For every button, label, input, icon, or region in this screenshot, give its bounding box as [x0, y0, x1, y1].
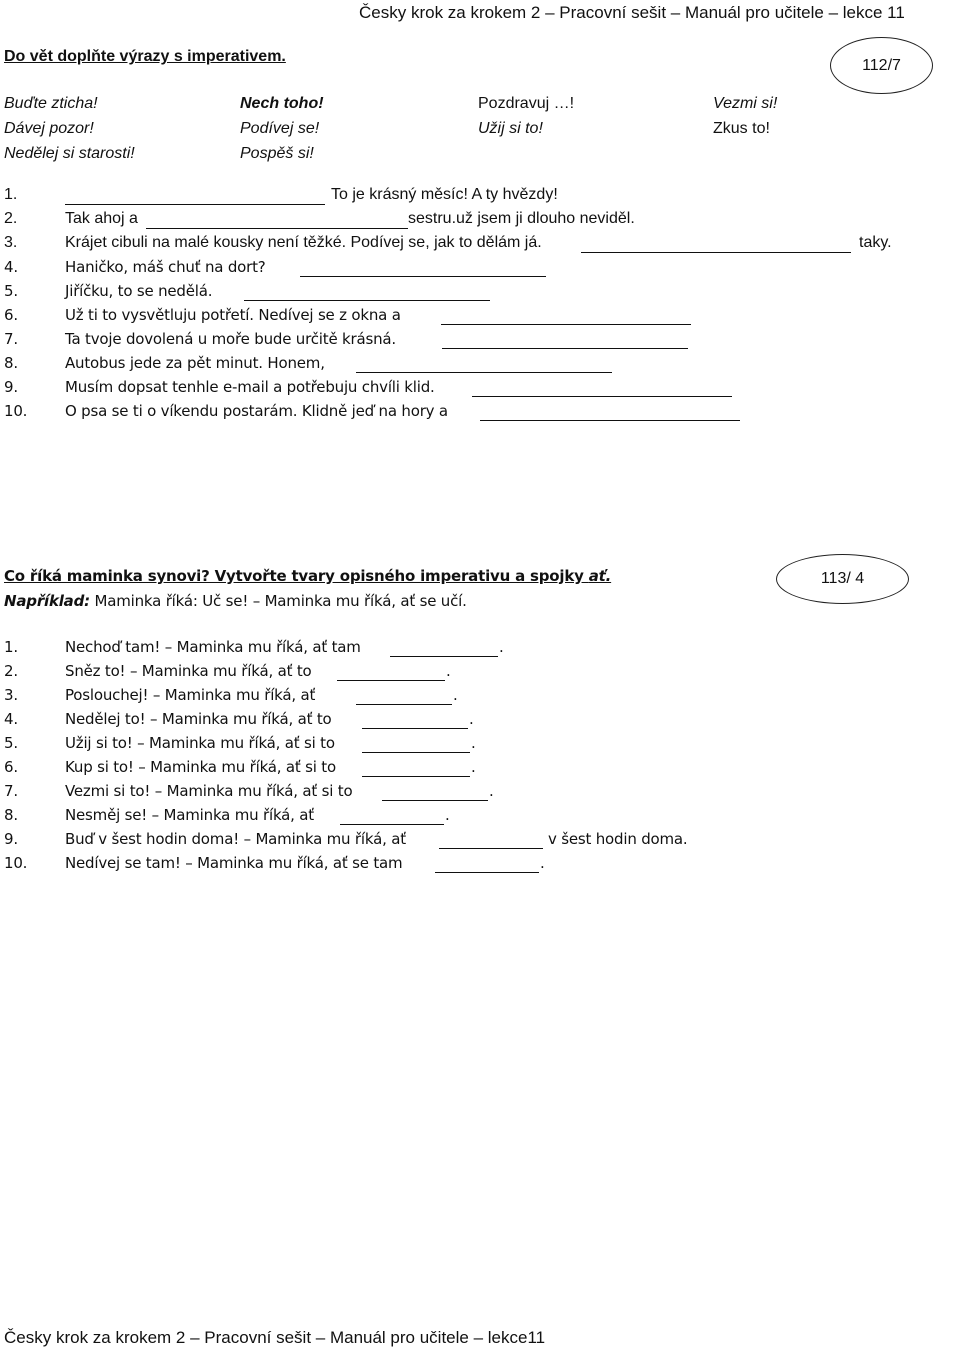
word-bank-item: Nech toho! [240, 95, 324, 112]
sentence-number: 5. [4, 282, 18, 300]
sentence-text: Jiříčku, to se nedělá. [65, 282, 213, 300]
sentence-number: 9. [4, 378, 18, 396]
sentence-text: Už ti to vysvětluju potřetí. Nedívej se z okna a [65, 306, 401, 324]
sentence-text: Ta tvoje dovolená u moře bude určitě krásná. [65, 330, 396, 348]
item-text: . [540, 854, 545, 872]
example-text: Maminka říká: Uč se! – Maminka mu říká, ať se učí. [89, 592, 467, 610]
item-text: . [471, 758, 476, 776]
answer-blank[interactable] [337, 666, 445, 681]
sentence-number: 4. [4, 258, 18, 276]
answer-blank[interactable] [362, 714, 468, 729]
exercise-badge-1 [830, 37, 933, 94]
word-bank-item: Užij si to! [478, 120, 543, 137]
word-bank-item: Podívej se! [240, 120, 320, 137]
item-number: 3. [4, 686, 18, 704]
item-text: Nedívej se tam! – Maminka mu říká, ať se tam [65, 854, 403, 872]
badge-label: 112/7 [862, 56, 901, 74]
sentence-number: 2. [4, 210, 18, 227]
item-number: 2. [4, 662, 18, 680]
sentence-text: To je krásný měsíc! A ty hvězdy! [331, 186, 558, 203]
item-number: 6. [4, 758, 18, 776]
page-footer: Česky krok za krokem 2 – Pracovní sešit – Manuál pro učitele – lekce11 [4, 1328, 546, 1347]
item-text: Nesměj se! – Maminka mu říká, ať [65, 806, 314, 824]
item-text: v šest hodin doma. [548, 830, 688, 848]
title-keyword: ať. [588, 567, 612, 585]
answer-blank[interactable] [439, 834, 543, 849]
example-line [4, 592, 467, 610]
item-number: 4. [4, 710, 18, 728]
sentence-text: Autobus jede za pět minut. Honem, [65, 354, 325, 372]
item-number: 1. [4, 638, 18, 656]
answer-blank[interactable] [65, 190, 325, 205]
item-text: Užij si to! – Maminka mu říká, ať si to [65, 734, 335, 752]
answer-blank[interactable] [382, 786, 488, 801]
answer-blank[interactable] [435, 858, 539, 873]
item-text: . [469, 710, 474, 728]
word-bank-item: Dávej pozor! [4, 120, 94, 137]
answer-blank[interactable] [362, 762, 470, 777]
answer-blank[interactable] [340, 810, 444, 825]
answer-blank[interactable] [442, 334, 688, 349]
item-number: 9. [4, 830, 18, 848]
sentence-number: 6. [4, 306, 18, 324]
sentence-text: Haničko, máš chuť na dort? [65, 258, 266, 276]
item-text: Buď v šest hodin doma! – Maminka mu říká, ať [65, 830, 406, 848]
item-text: Nedělej to! – Maminka mu říká, ať to [65, 710, 332, 728]
item-text: Kup si to! – Maminka mu říká, ať si to [65, 758, 336, 776]
item-number: 5. [4, 734, 18, 752]
word-bank-item: Pozdravuj …! [478, 95, 575, 112]
sentence-text: Tak ahoj a [65, 210, 138, 227]
answer-blank[interactable] [244, 286, 490, 301]
exercise-title-2 [4, 567, 611, 585]
answer-blank[interactable] [581, 238, 851, 253]
sentence-text: Musím dopsat tenhle e-mail a potřebuju chvíli klid. [65, 378, 435, 396]
word-bank-item: Nedělej si starosti! [4, 145, 135, 162]
item-text: . [445, 806, 450, 824]
answer-blank[interactable] [300, 262, 546, 277]
word-bank-item: Buďte zticha! [4, 95, 98, 112]
title-text: Co říká maminka synovi? Vytvořte tvary opisného imperativu a spojky [4, 567, 589, 585]
sentence-number: 8. [4, 354, 18, 372]
item-text: . [446, 662, 451, 680]
sentence-number: 10. [4, 402, 28, 420]
sentence-text: Krájet cibuli na malé kousky není těžké. Podívej se, jak to dělám já. [65, 234, 542, 251]
answer-blank[interactable] [356, 358, 612, 373]
answer-blank[interactable] [146, 214, 408, 229]
word-bank-item: Zkus to! [713, 120, 770, 137]
badge-label: 113/ 4 [820, 570, 865, 587]
item-text: Sněz to! – Maminka mu říká, ať to [65, 662, 312, 680]
exercise-badge-2 [776, 554, 909, 604]
sentence-number: 1. [4, 186, 18, 203]
item-text: . [453, 686, 458, 704]
item-number: 7. [4, 782, 18, 800]
item-text: . [489, 782, 494, 800]
sentence-text: O psa se ti o víkendu postarám. Klidně jeď na hory a [65, 402, 448, 420]
answer-blank[interactable] [472, 382, 732, 397]
answer-blank[interactable] [356, 690, 452, 705]
sentence-number: 7. [4, 330, 18, 348]
answer-blank[interactable] [441, 310, 691, 325]
answer-blank[interactable] [362, 738, 470, 753]
sentence-number: 3. [4, 234, 18, 251]
answer-blank[interactable] [390, 642, 498, 657]
item-text: Vezmi si to! – Maminka mu říká, ať si to [65, 782, 353, 800]
sentence-text: taky. [859, 234, 892, 251]
word-bank-item: Vezmi si! [713, 95, 778, 112]
word-bank-item: Pospěš si! [240, 145, 314, 162]
example-label: Například: [4, 592, 90, 610]
item-number: 8. [4, 806, 18, 824]
item-text: . [499, 638, 504, 656]
exercise-title-1: Do vět doplňte výrazy s imperativem. [4, 48, 286, 65]
page-header: Česky krok za krokem 2 – Pracovní sešit – Manuál pro učitele – lekce 11 [359, 3, 905, 22]
item-text: . [471, 734, 476, 752]
answer-blank[interactable] [480, 406, 740, 421]
sentence-text: sestru.už jsem ji dlouho neviděl. [408, 210, 635, 227]
item-number: 10. [4, 854, 28, 872]
item-text: Nechoď tam! – Maminka mu říká, ať tam [65, 638, 361, 656]
item-text: Poslouchej! – Maminka mu říká, ať [65, 686, 316, 704]
